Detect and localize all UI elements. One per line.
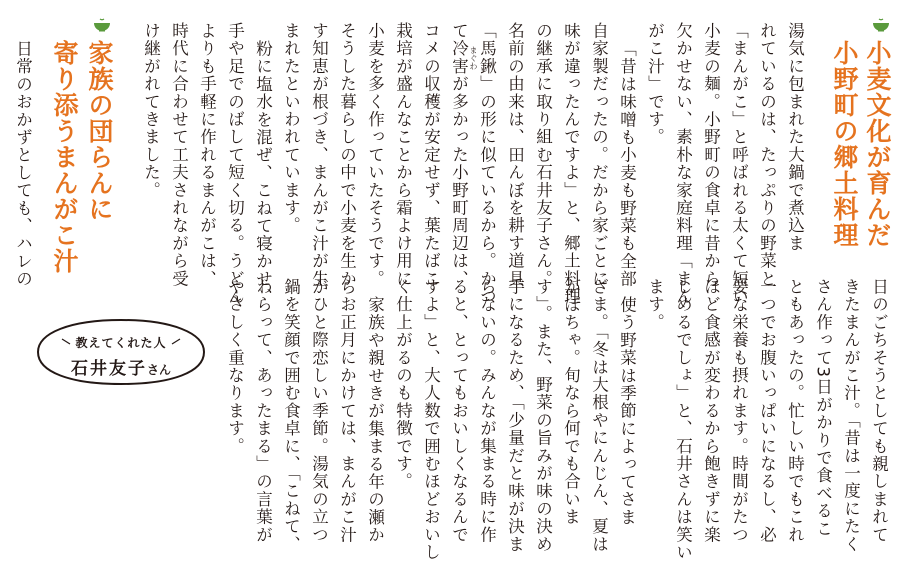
- body-line: 栽培が盛んなことから霜よけ用に: [393, 22, 413, 288]
- section2-heading-line2: 寄り添うまんがこ汁: [50, 40, 79, 274]
- body-line: ると、とってもおいしくなるんで: [449, 278, 469, 544]
- body-line: れているのは、たっぷりの野菜と: [757, 22, 777, 288]
- section2-body-line: 日常のおかずとしても、ハレの: [13, 40, 33, 288]
- body-line: やさしく重なります。: [225, 278, 245, 455]
- body-line: 味が違ったんですよ」と、郷土料理: [561, 22, 581, 306]
- body-line: ともあったの。忙しい時でもこれ: [785, 278, 805, 544]
- body-line: 「馬鍬」の形に似ているから。かつ: [477, 22, 497, 306]
- section1-heading-line2: 小野町の郷土料理: [830, 40, 859, 248]
- body-line: 小麦を多く作っていたそうです。: [365, 22, 385, 288]
- body-line: コメの収穫が安定せず、葉たばこ: [421, 22, 441, 288]
- body-line: 小麦の麺。小野町の食卓に昔から: [701, 22, 721, 288]
- body-line: そうした暮らしの中で小麦を生か: [337, 22, 357, 288]
- credit-honorific: さん: [146, 363, 171, 377]
- body-line: しめるでしょ」と、石井さんは笑い: [673, 278, 693, 561]
- body-line: 時代に合わせて工夫されながら受: [169, 22, 189, 288]
- body-line: 手や足でのばして短く切る。うどん: [225, 22, 245, 306]
- body-line: の継承に取り組む石井友子さん。: [533, 22, 553, 288]
- body-line: らお正月にかけては、まんがこ汁: [337, 278, 357, 544]
- body-line: 湯気に包まれた大鍋で煮込ま: [785, 22, 805, 253]
- body-line: かぼちゃ。旬なら何でも合いま: [561, 278, 581, 526]
- credit-person-name: 石井友子: [70, 359, 147, 379]
- body-line: け継がれてきました。: [141, 22, 161, 199]
- body-line: ます。: [645, 278, 665, 332]
- body-line: 一つでお腹いっぱいになるし、必: [757, 278, 777, 544]
- body-line: ほど食感が変わるから飽きずに楽: [701, 278, 721, 544]
- body-line: よりも手軽に作れるまんがこは、: [197, 22, 217, 288]
- body-line: 使う野菜は季節によってさま: [617, 296, 637, 527]
- body-line: ざま。「冬は大根やにんじん、夏は: [589, 278, 609, 553]
- body-line: す」。また、野菜の旨みが味の決め: [533, 278, 553, 553]
- ruby-umaguwa: まぐわ: [469, 46, 478, 70]
- credit-name: [32, 354, 210, 379]
- bowl-icon: [93, 18, 111, 32]
- body-line: がこ汁」です。: [645, 22, 665, 146]
- body-line: まれたといわれています。: [281, 22, 301, 235]
- body-line: らないの。みんなが集まる時に作: [477, 278, 497, 544]
- body-line: 日のごちそうとしても親しまれて: [869, 278, 889, 544]
- credit-bubble: [32, 317, 210, 389]
- body-line: 家族や親せきが集まる年の瀬か: [365, 296, 385, 544]
- body-line: す知恵が根づき、まんがこ汁が生: [309, 22, 329, 288]
- body-line: て冷害が多かった小野町周辺は、: [449, 22, 469, 288]
- section2-heading-line1: 家族の団らんに: [85, 40, 114, 222]
- body-line: すよ」と、大人数で囲むほどおいし: [421, 278, 441, 561]
- body-line: 要な栄養も摂れます。時間がたつ: [729, 278, 749, 544]
- section1-heading-line1: 小麦文化が育んだ: [863, 40, 892, 248]
- bowl-icon: [872, 18, 890, 32]
- body-line: 自家製だったの。だから家ごとに: [589, 22, 609, 288]
- body-line: 手になるため、「少量だと味が決ま: [505, 278, 525, 553]
- body-line: 「まんがこ」と呼ばれる太くて短い: [729, 22, 749, 306]
- body-line: さん作って3日がかりで食べるこ: [813, 278, 833, 538]
- body-line: 鍋を笑顔で囲む食卓に、「こねて、: [281, 278, 301, 553]
- body-line: 名前の由来は、田んぼを耕す道具: [505, 22, 525, 288]
- body-line: 粉に塩水を混ぜ、こねて寝かせ、: [253, 40, 273, 306]
- credit-label: 教えてくれた人: [75, 336, 167, 350]
- body-line: がひと際恋しい季節。湯気の立つ: [309, 278, 329, 544]
- body-line: わらって、あったまる」の言葉が: [253, 278, 273, 544]
- body-line: 欠かせない、素朴な家庭料理「まん: [673, 22, 693, 306]
- body-line: く仕上がるのも特徴です。: [393, 278, 413, 491]
- body-line: きたまんがこ汁。「昔は一度にたく: [841, 278, 861, 553]
- body-line: 「昔は味噌も小麦も野菜も全部: [617, 40, 637, 288]
